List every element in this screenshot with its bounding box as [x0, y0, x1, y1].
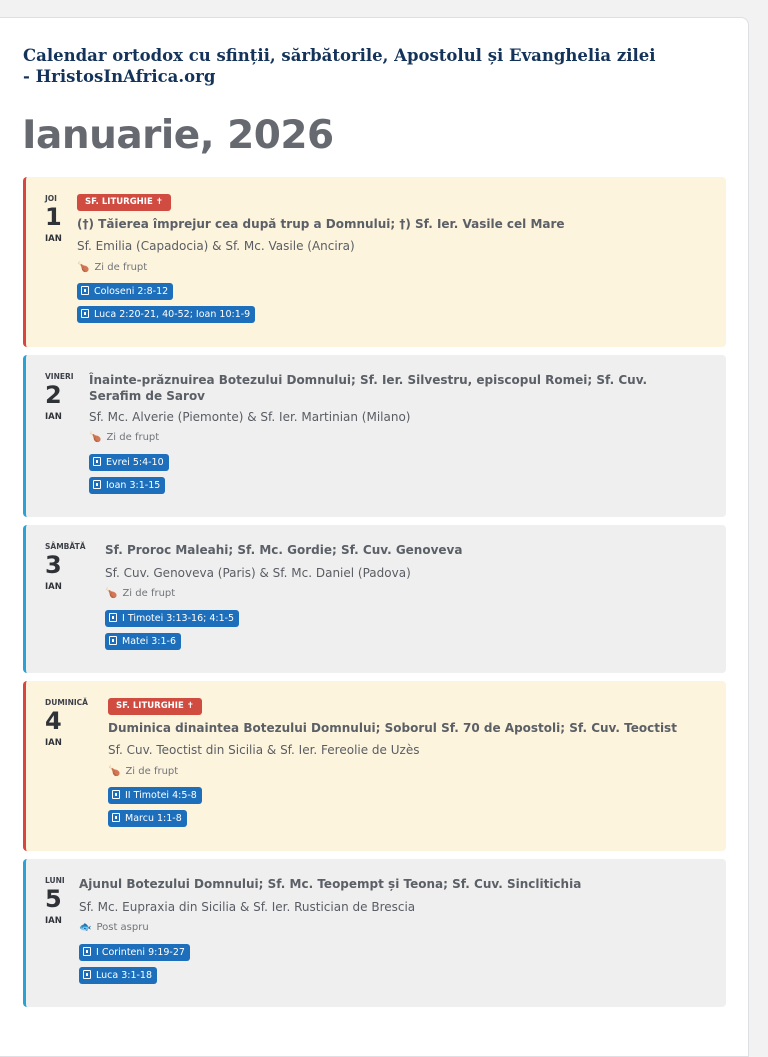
- day-number: 2: [45, 381, 62, 409]
- day-month: IAN: [45, 582, 62, 592]
- drumstick-icon: 🍗: [89, 432, 102, 443]
- day-card[interactable]: [23, 681, 726, 851]
- feast-title[interactable]: Înainte-prăznuirea Botezului Domnului; Sf. Ier. Silvestru, episcopul Romei; Sf. Cuv. Serafim de Sarov: [89, 373, 648, 403]
- reading-gospel-link[interactable]: Luca 3:1-18: [79, 967, 157, 984]
- cross-icon: ✝: [155, 197, 163, 207]
- day-name: VINERI: [45, 372, 74, 381]
- day-number: 5: [45, 885, 62, 913]
- book-icon: [81, 309, 89, 318]
- day-card[interactable]: [23, 177, 726, 347]
- reading-apostle-link[interactable]: I Timotei 3:13-16; 4:1-5: [105, 610, 239, 627]
- drumstick-icon: 🍗: [108, 766, 121, 777]
- fast-info: 🍗 Zi de frupt: [108, 766, 179, 777]
- saints-text: Sf. Cuv. Genoveva (Paris) & Sf. Mc. Daniel (Padova): [105, 566, 411, 580]
- reading-gospel-link[interactable]: Matei 3:1-6: [105, 633, 181, 650]
- feast-title[interactable]: (†) Tăierea împrejur cea după trup a Domnului; †) Sf. Ier. Vasile cel Mare: [77, 217, 565, 231]
- book-icon: [109, 613, 117, 622]
- book-icon: [112, 813, 120, 822]
- reading-apostle-link[interactable]: Coloseni 2:8-12: [77, 283, 173, 300]
- feast-title[interactable]: Sf. Proroc Maleahi; Sf. Mc. Gordie; Sf. Cuv. Genoveva: [105, 543, 463, 557]
- day-name: LUNI: [45, 876, 65, 885]
- day-name: JOI: [45, 194, 57, 203]
- fast-info: 🍗 Zi de frupt: [89, 432, 160, 443]
- book-icon: [83, 970, 91, 979]
- reading-apostle-link[interactable]: II Timotei 4:5-8: [108, 787, 202, 804]
- book-icon: [93, 480, 101, 489]
- book-icon: [93, 457, 101, 466]
- day-month: IAN: [45, 916, 62, 926]
- day-month: IAN: [45, 412, 62, 422]
- day-number: 4: [45, 707, 62, 735]
- book-icon: [83, 947, 91, 956]
- day-name: DUMINICĂ: [45, 698, 88, 707]
- drumstick-icon: 🍗: [105, 588, 118, 599]
- day-card[interactable]: [23, 355, 726, 517]
- site-title: Calendar ortodox cu sfinții, sărbătorile, Apostolul și Evanghelia zilei - HristosInAfrica.org: [23, 46, 656, 86]
- reading-gospel-link[interactable]: Marcu 1:1-8: [108, 810, 187, 827]
- saints-text: Sf. Mc. Alverie (Piemonte) & Sf. Ier. Martinian (Milano): [89, 410, 411, 424]
- day-number: 3: [45, 551, 62, 579]
- cross-icon: ✝: [186, 701, 194, 711]
- book-icon: [112, 790, 120, 799]
- book-icon: [81, 286, 89, 295]
- fast-info: 🍗 Zi de frupt: [77, 262, 148, 273]
- book-icon: [109, 636, 117, 645]
- day-name: SÂMBĂTĂ: [45, 542, 86, 551]
- reading-gospel-link[interactable]: Luca 2:20-21, 40-52; Ioan 10:1-9: [77, 306, 255, 323]
- day-month: IAN: [45, 738, 62, 748]
- feast-title[interactable]: Duminica dinaintea Botezului Domnului; Soborul Sf. 70 de Apostoli; Sf. Cuv. Teoctist: [108, 721, 677, 735]
- day-card[interactable]: [23, 859, 726, 1007]
- reading-apostle-link[interactable]: I Corinteni 9:19-27: [79, 944, 190, 961]
- month-title: Ianuarie, 2026: [22, 113, 334, 158]
- fish-icon: 🐟: [79, 922, 92, 933]
- day-card[interactable]: [23, 525, 726, 673]
- liturgy-badge: SF. LITURGHIE ✝: [77, 194, 171, 211]
- drumstick-icon: 🍗: [77, 262, 90, 273]
- reading-gospel-link[interactable]: Ioan 3:1-15: [89, 477, 165, 494]
- liturgy-badge: SF. LITURGHIE ✝: [108, 698, 202, 715]
- day-number: 1: [45, 203, 62, 231]
- reading-apostle-link[interactable]: Evrei 5:4-10: [89, 454, 169, 471]
- feast-title[interactable]: Ajunul Botezului Domnului; Sf. Mc. Teopempt și Teona; Sf. Cuv. Sinclitichia: [79, 877, 582, 891]
- saints-text: Sf. Cuv. Teoctist din Sicilia & Sf. Ier. Fereolie de Uzès: [108, 743, 420, 757]
- fast-info: 🐟 Post aspru: [79, 922, 149, 933]
- saints-text: Sf. Mc. Eupraxia din Sicilia & Sf. Ier. Rustician de Brescia: [79, 900, 416, 914]
- saints-text: Sf. Emilia (Capadocia) & Sf. Mc. Vasile (Ancira): [77, 239, 355, 253]
- fast-info: 🍗 Zi de frupt: [105, 588, 176, 599]
- day-month: IAN: [45, 234, 62, 244]
